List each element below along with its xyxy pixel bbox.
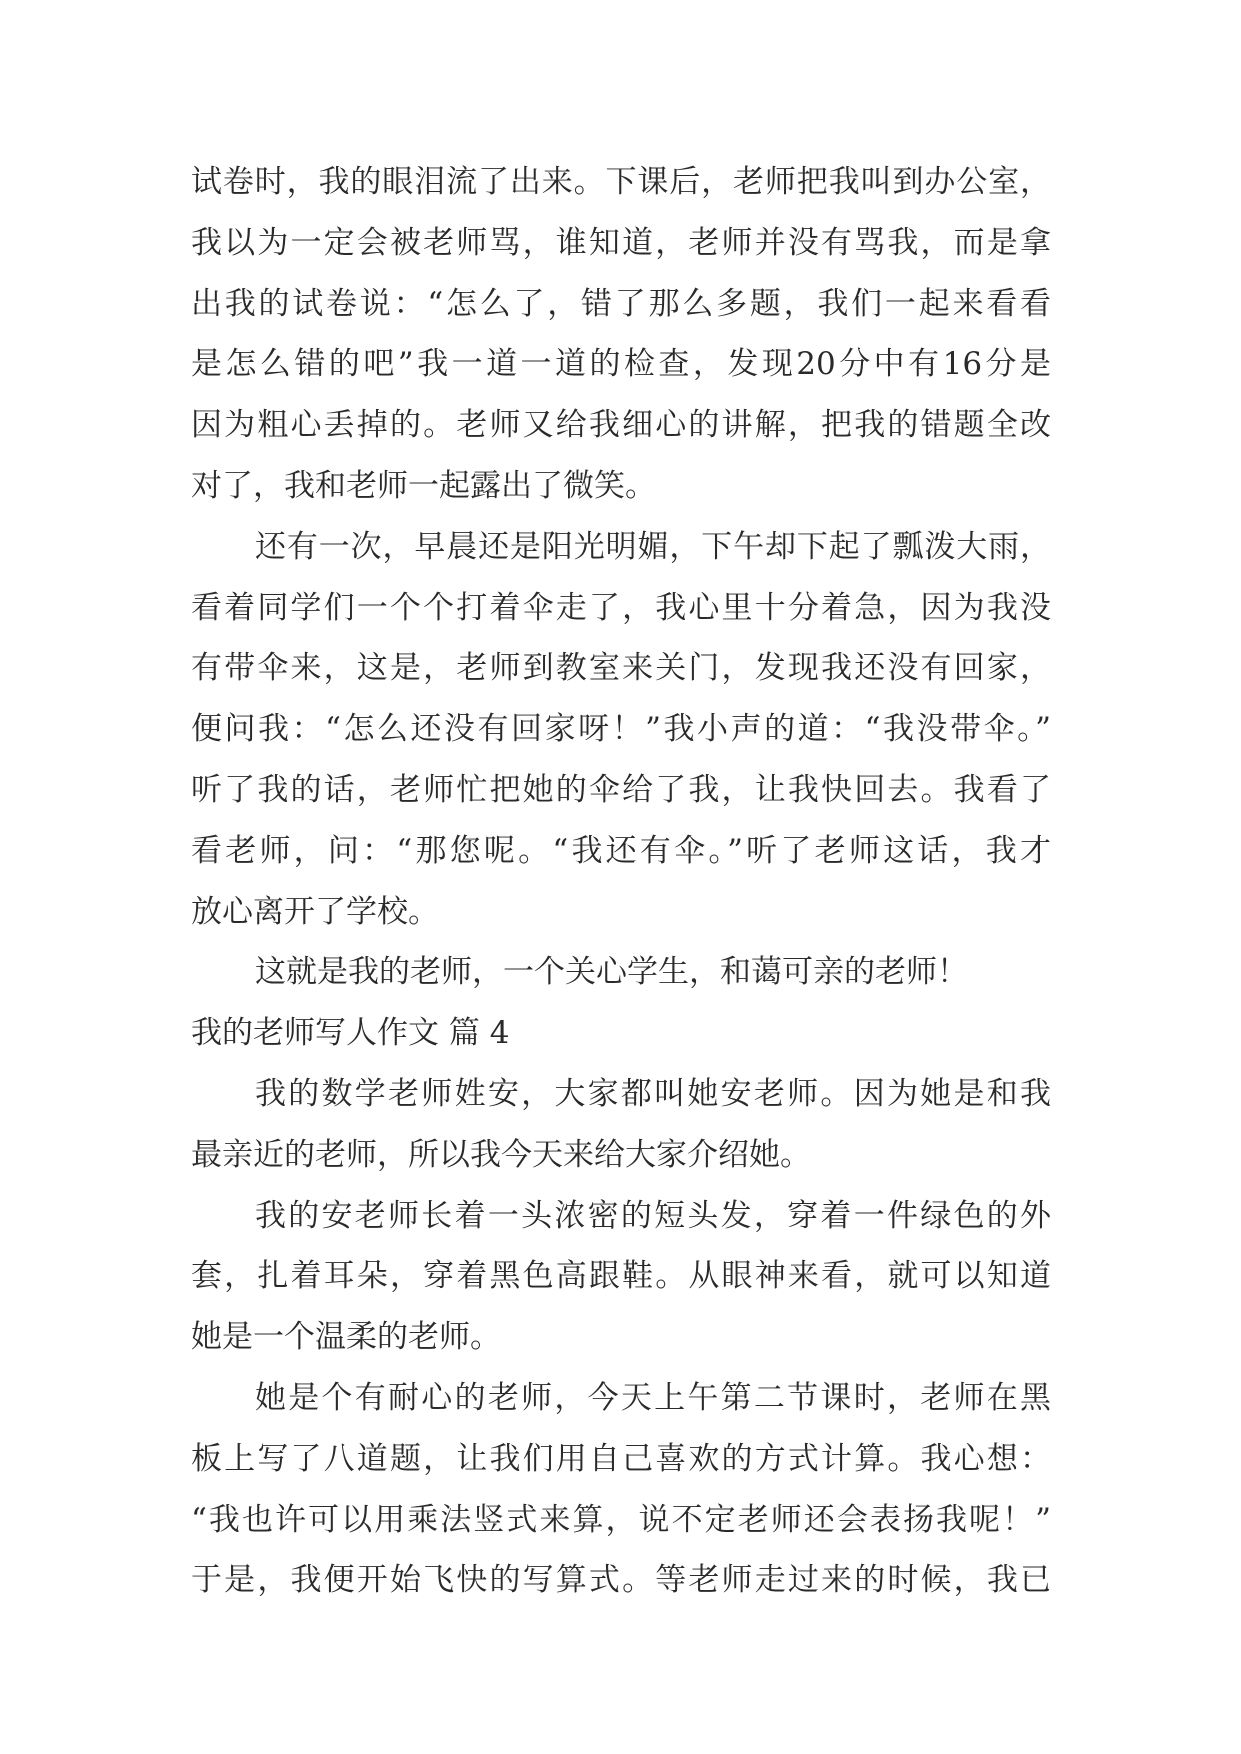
text-line: 最亲近的老师，所以我今天来给大家介绍她。 <box>191 1136 811 1173</box>
text-line: 我以为一定会被老师骂，谁知道，老师并没有骂我，而是拿 <box>191 224 1051 261</box>
text-line: 听了我的话，老师忙把她的伞给了我，让我快回去。我看了 <box>191 771 1051 808</box>
text-line: 是怎么错的吧”我一道一道的检查，发现20分中有16分是 <box>191 346 1051 383</box>
text-line: 她是一个温柔的老师。 <box>191 1319 501 1356</box>
text-line: 便问我：“怎么还没有回家呀！”我小声的道：“我没带伞。” <box>191 711 1051 748</box>
paragraph-first-line: 还有一次，早晨还是阳光明媚，下午却下起了瓢泼大雨， <box>255 528 1051 565</box>
text-line: 有带伞来，这是，老师到教室来关门，发现我还没有回家， <box>191 650 1051 687</box>
text-line: 看老师，问：“那您呢。“我还有伞。”听了老师这话，我才 <box>191 832 1051 869</box>
section-heading: 我的老师写人作文 篇 4 <box>191 1015 510 1052</box>
text-line: 板上写了八道题，让我们用自己喜欢的方式计算。我心想： <box>191 1440 1051 1477</box>
text-line: 放心离开了学校。 <box>191 893 439 930</box>
text-line: “我也许可以用乘法竖式来算，说不定老师还会表扬我呢！” <box>191 1501 1051 1538</box>
paragraph-first-line: 这就是我的老师，一个关心学生，和蔼可亲的老师！ <box>255 954 968 991</box>
text-line: 于是，我便开始飞快的写算式。等老师走过来的时候，我已 <box>191 1562 1051 1599</box>
text-line: 出我的试卷说：“怎么了，错了那么多题，我们一起来看看 <box>191 285 1051 322</box>
document-body <box>191 152 1051 1611</box>
text-line: 套，扎着耳朵，穿着黑色高跟鞋。从眼神来看，就可以知道 <box>191 1258 1051 1295</box>
text-line: 看着同学们一个个打着伞走了，我心里十分着急，因为我没 <box>191 589 1051 626</box>
paragraph-first-line: 我的安老师长着一头浓密的短头发，穿着一件绿色的外 <box>255 1197 1051 1234</box>
text-line: 因为粗心丢掉的。老师又给我细心的讲解，把我的错题全改 <box>191 407 1051 444</box>
text-line: 试卷时，我的眼泪流了出来。下课后，老师把我叫到办公室， <box>191 164 1051 200</box>
paragraph-first-line: 她是个有耐心的老师，今天上午第二节课时，老师在黑 <box>255 1379 1051 1416</box>
text-line: 对了，我和老师一起露出了微笑。 <box>191 467 656 504</box>
paragraph-first-line: 我的数学老师姓安，大家都叫她安老师。因为她是和我 <box>255 1075 1051 1112</box>
